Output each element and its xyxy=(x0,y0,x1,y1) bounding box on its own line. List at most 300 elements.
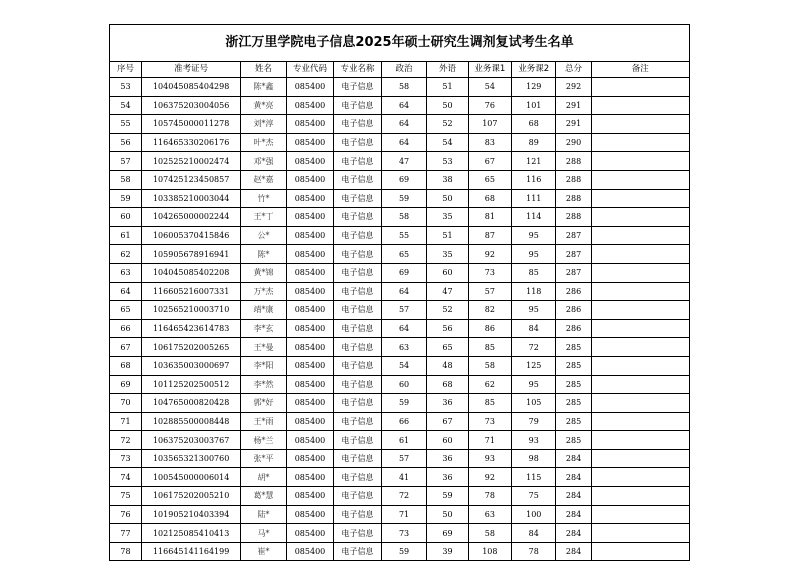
cell-major-code: 085400 xyxy=(286,189,334,208)
cell-total: 284 xyxy=(556,487,591,506)
cell-major-code: 085400 xyxy=(286,263,334,282)
cell-total: 284 xyxy=(556,542,591,561)
cell-remarks xyxy=(591,263,689,282)
table-row xyxy=(110,524,690,543)
cell-exam-id: 106375203004056 xyxy=(142,96,241,115)
cell-remarks xyxy=(591,505,689,524)
cell-name: 公* xyxy=(241,226,286,245)
cell-exam-id: 104265000002244 xyxy=(142,208,241,227)
cell-seq: 61 xyxy=(110,226,142,245)
cell-total: 284 xyxy=(556,468,591,487)
cell-major-name: 电子信息 xyxy=(334,115,382,134)
cell-foreign-language: 47 xyxy=(427,282,468,301)
cell-politics: 64 xyxy=(381,96,426,115)
cell-major-code: 085400 xyxy=(286,468,334,487)
cell-exam-id: 106005370415846 xyxy=(142,226,241,245)
cell-total: 292 xyxy=(556,78,591,97)
cell-course-2: 118 xyxy=(512,282,556,301)
cell-major-name: 电子信息 xyxy=(334,226,382,245)
cell-remarks xyxy=(591,542,689,561)
cell-foreign-language: 56 xyxy=(427,319,468,338)
cell-politics: 59 xyxy=(381,189,426,208)
cell-course-2: 129 xyxy=(512,78,556,97)
cell-exam-id: 102565210003710 xyxy=(142,301,241,320)
cell-remarks xyxy=(591,245,689,264)
column-header-name: 姓名 xyxy=(241,62,286,78)
cell-exam-id: 102125085410413 xyxy=(142,524,241,543)
cell-course-2: 89 xyxy=(512,133,556,152)
cell-foreign-language: 36 xyxy=(427,449,468,468)
cell-major-code: 085400 xyxy=(286,542,334,561)
cell-total: 284 xyxy=(556,505,591,524)
cell-politics: 64 xyxy=(381,282,426,301)
cell-politics: 41 xyxy=(381,468,426,487)
cell-course-2: 72 xyxy=(512,338,556,357)
cell-politics: 59 xyxy=(381,394,426,413)
table-row xyxy=(110,208,690,227)
column-header-total: 总分 xyxy=(556,62,591,78)
cell-course-2: 114 xyxy=(512,208,556,227)
cell-seq: 67 xyxy=(110,338,142,357)
cell-foreign-language: 36 xyxy=(427,394,468,413)
table-body xyxy=(110,78,690,561)
cell-seq: 76 xyxy=(110,505,142,524)
cell-seq: 69 xyxy=(110,375,142,394)
cell-course-2: 75 xyxy=(512,487,556,506)
cell-total: 291 xyxy=(556,115,591,134)
cell-major-name: 电子信息 xyxy=(334,78,382,97)
cell-remarks xyxy=(591,356,689,375)
cell-total: 286 xyxy=(556,319,591,338)
cell-remarks xyxy=(591,78,689,97)
cell-major-code: 085400 xyxy=(286,431,334,450)
cell-major-code: 085400 xyxy=(286,96,334,115)
cell-remarks xyxy=(591,133,689,152)
cell-course-2: 85 xyxy=(512,263,556,282)
cell-name: 李*阳 xyxy=(241,356,286,375)
cell-course-1: 71 xyxy=(468,431,511,450)
cell-major-code: 085400 xyxy=(286,375,334,394)
cell-exam-id: 104765000820428 xyxy=(142,394,241,413)
cell-course-2: 79 xyxy=(512,412,556,431)
cell-exam-id: 116465330206176 xyxy=(142,133,241,152)
table-row xyxy=(110,412,690,431)
cell-major-name: 电子信息 xyxy=(334,468,382,487)
cell-name: 张*平 xyxy=(241,449,286,468)
cell-major-name: 电子信息 xyxy=(334,375,382,394)
cell-foreign-language: 53 xyxy=(427,152,468,171)
cell-remarks xyxy=(591,115,689,134)
cell-major-name: 电子信息 xyxy=(334,96,382,115)
table-row xyxy=(110,487,690,506)
cell-politics: 66 xyxy=(381,412,426,431)
cell-politics: 64 xyxy=(381,133,426,152)
cell-total: 285 xyxy=(556,356,591,375)
table-row xyxy=(110,226,690,245)
cell-course-1: 108 xyxy=(468,542,511,561)
cell-name: 黄*锦 xyxy=(241,263,286,282)
cell-politics: 57 xyxy=(381,449,426,468)
cell-course-1: 81 xyxy=(468,208,511,227)
cell-course-1: 65 xyxy=(468,170,511,189)
table-row xyxy=(110,319,690,338)
table-row xyxy=(110,282,690,301)
cell-seq: 66 xyxy=(110,319,142,338)
cell-exam-id: 101905210403394 xyxy=(142,505,241,524)
cell-name: 赵*嘉 xyxy=(241,170,286,189)
cell-major-name: 电子信息 xyxy=(334,263,382,282)
cell-course-2: 101 xyxy=(512,96,556,115)
cell-course-1: 58 xyxy=(468,524,511,543)
cell-major-name: 电子信息 xyxy=(334,505,382,524)
cell-name: 叶*杰 xyxy=(241,133,286,152)
cell-politics: 65 xyxy=(381,245,426,264)
cell-major-code: 085400 xyxy=(286,319,334,338)
cell-exam-id: 116645141164199 xyxy=(142,542,241,561)
cell-total: 284 xyxy=(556,449,591,468)
cell-exam-id: 106175202005210 xyxy=(142,487,241,506)
cell-major-name: 电子信息 xyxy=(334,338,382,357)
cell-total: 285 xyxy=(556,375,591,394)
cell-seq: 71 xyxy=(110,412,142,431)
cell-exam-id: 107425123450857 xyxy=(142,170,241,189)
cell-total: 287 xyxy=(556,245,591,264)
column-header-major-name: 专业名称 xyxy=(334,62,382,78)
cell-name: 陆* xyxy=(241,505,286,524)
cell-major-code: 085400 xyxy=(286,524,334,543)
cell-name: 万*杰 xyxy=(241,282,286,301)
cell-course-1: 83 xyxy=(468,133,511,152)
cell-course-2: 121 xyxy=(512,152,556,171)
cell-major-code: 085400 xyxy=(286,301,334,320)
cell-major-code: 085400 xyxy=(286,505,334,524)
cell-total: 288 xyxy=(556,152,591,171)
cell-major-code: 085400 xyxy=(286,115,334,134)
cell-foreign-language: 68 xyxy=(427,375,468,394)
cell-seq: 56 xyxy=(110,133,142,152)
table-row xyxy=(110,301,690,320)
cell-total: 287 xyxy=(556,226,591,245)
cell-remarks xyxy=(591,524,689,543)
cell-course-2: 68 xyxy=(512,115,556,134)
cell-major-name: 电子信息 xyxy=(334,524,382,543)
cell-remarks xyxy=(591,282,689,301)
column-header-exam-id: 准考证号 xyxy=(142,62,241,78)
cell-seq: 62 xyxy=(110,245,142,264)
table-row xyxy=(110,96,690,115)
cell-major-code: 085400 xyxy=(286,152,334,171)
cell-major-name: 电子信息 xyxy=(334,170,382,189)
cell-major-name: 电子信息 xyxy=(334,394,382,413)
cell-total: 287 xyxy=(556,263,591,282)
cell-major-code: 085400 xyxy=(286,282,334,301)
cell-remarks xyxy=(591,152,689,171)
cell-major-name: 电子信息 xyxy=(334,412,382,431)
cell-course-1: 73 xyxy=(468,412,511,431)
cell-seq: 55 xyxy=(110,115,142,134)
cell-foreign-language: 50 xyxy=(427,96,468,115)
cell-course-2: 84 xyxy=(512,319,556,338)
cell-exam-id: 103635003000697 xyxy=(142,356,241,375)
cell-remarks xyxy=(591,412,689,431)
cell-course-1: 92 xyxy=(468,468,511,487)
table-row xyxy=(110,245,690,264)
cell-politics: 55 xyxy=(381,226,426,245)
cell-exam-id: 104045085402208 xyxy=(142,263,241,282)
cell-seq: 64 xyxy=(110,282,142,301)
cell-total: 285 xyxy=(556,431,591,450)
cell-course-1: 82 xyxy=(468,301,511,320)
column-header-course-1: 业务课1 xyxy=(468,62,511,78)
roster-sheet xyxy=(109,24,690,561)
cell-name: 王*雨 xyxy=(241,412,286,431)
cell-name: 王*丁 xyxy=(241,208,286,227)
table-row xyxy=(110,505,690,524)
table-header-row xyxy=(110,62,690,78)
cell-name: 靖*康 xyxy=(241,301,286,320)
cell-name: 葛*慧 xyxy=(241,487,286,506)
cell-course-2: 95 xyxy=(512,245,556,264)
cell-foreign-language: 54 xyxy=(427,133,468,152)
cell-exam-id: 103385210003044 xyxy=(142,189,241,208)
cell-foreign-language: 51 xyxy=(427,78,468,97)
cell-course-2: 93 xyxy=(512,431,556,450)
cell-course-2: 98 xyxy=(512,449,556,468)
cell-seq: 59 xyxy=(110,189,142,208)
cell-foreign-language: 38 xyxy=(427,170,468,189)
cell-name: 陈*鑫 xyxy=(241,78,286,97)
cell-remarks xyxy=(591,96,689,115)
table-row xyxy=(110,356,690,375)
cell-course-2: 115 xyxy=(512,468,556,487)
cell-major-name: 电子信息 xyxy=(334,152,382,171)
cell-exam-id: 105745000011278 xyxy=(142,115,241,134)
cell-total: 285 xyxy=(556,338,591,357)
cell-course-2: 95 xyxy=(512,226,556,245)
cell-foreign-language: 60 xyxy=(427,431,468,450)
cell-politics: 63 xyxy=(381,338,426,357)
cell-seq: 63 xyxy=(110,263,142,282)
cell-course-2: 95 xyxy=(512,375,556,394)
cell-seq: 60 xyxy=(110,208,142,227)
cell-course-1: 68 xyxy=(468,189,511,208)
cell-major-name: 电子信息 xyxy=(334,245,382,264)
cell-course-1: 86 xyxy=(468,319,511,338)
column-header-remarks: 备注 xyxy=(591,62,689,78)
cell-politics: 69 xyxy=(381,263,426,282)
cell-total: 286 xyxy=(556,301,591,320)
cell-remarks xyxy=(591,338,689,357)
cell-seq: 53 xyxy=(110,78,142,97)
table-row xyxy=(110,152,690,171)
cell-foreign-language: 59 xyxy=(427,487,468,506)
cell-course-1: 87 xyxy=(468,226,511,245)
cell-foreign-language: 67 xyxy=(427,412,468,431)
cell-major-code: 085400 xyxy=(286,338,334,357)
cell-course-2: 125 xyxy=(512,356,556,375)
cell-seq: 73 xyxy=(110,449,142,468)
cell-name: 竹* xyxy=(241,189,286,208)
cell-foreign-language: 50 xyxy=(427,505,468,524)
cell-name: 胡* xyxy=(241,468,286,487)
cell-remarks xyxy=(591,189,689,208)
cell-foreign-language: 52 xyxy=(427,301,468,320)
cell-name: 邓*强 xyxy=(241,152,286,171)
cell-exam-id: 105905678916941 xyxy=(142,245,241,264)
cell-major-code: 085400 xyxy=(286,226,334,245)
table-row xyxy=(110,375,690,394)
cell-seq: 70 xyxy=(110,394,142,413)
cell-major-name: 电子信息 xyxy=(334,282,382,301)
cell-total: 285 xyxy=(556,412,591,431)
cell-foreign-language: 60 xyxy=(427,263,468,282)
cell-course-2: 100 xyxy=(512,505,556,524)
cell-exam-id: 101125202500512 xyxy=(142,375,241,394)
cell-course-1: 62 xyxy=(468,375,511,394)
cell-total: 290 xyxy=(556,133,591,152)
cell-foreign-language: 51 xyxy=(427,226,468,245)
cell-course-1: 73 xyxy=(468,263,511,282)
cell-major-name: 电子信息 xyxy=(334,208,382,227)
cell-foreign-language: 48 xyxy=(427,356,468,375)
cell-foreign-language: 35 xyxy=(427,208,468,227)
cell-seq: 78 xyxy=(110,542,142,561)
cell-politics: 59 xyxy=(381,542,426,561)
cell-remarks xyxy=(591,431,689,450)
cell-course-1: 85 xyxy=(468,338,511,357)
cell-name: 陈* xyxy=(241,245,286,264)
cell-exam-id: 106375203003767 xyxy=(142,431,241,450)
cell-major-code: 085400 xyxy=(286,487,334,506)
cell-politics: 61 xyxy=(381,431,426,450)
cell-seq: 58 xyxy=(110,170,142,189)
cell-course-1: 67 xyxy=(468,152,511,171)
cell-name: 李*玄 xyxy=(241,319,286,338)
cell-course-1: 57 xyxy=(468,282,511,301)
cell-exam-id: 102885500008448 xyxy=(142,412,241,431)
cell-course-1: 92 xyxy=(468,245,511,264)
cell-exam-id: 116605216007331 xyxy=(142,282,241,301)
cell-name: 黄*亮 xyxy=(241,96,286,115)
table-row xyxy=(110,449,690,468)
cell-foreign-language: 52 xyxy=(427,115,468,134)
cell-exam-id: 104045085404298 xyxy=(142,78,241,97)
cell-total: 291 xyxy=(556,96,591,115)
cell-seq: 65 xyxy=(110,301,142,320)
cell-major-code: 085400 xyxy=(286,412,334,431)
cell-course-2: 95 xyxy=(512,301,556,320)
cell-course-2: 116 xyxy=(512,170,556,189)
cell-course-1: 76 xyxy=(468,96,511,115)
cell-exam-id: 116465423614783 xyxy=(142,319,241,338)
cell-politics: 57 xyxy=(381,301,426,320)
cell-seq: 77 xyxy=(110,524,142,543)
cell-politics: 73 xyxy=(381,524,426,543)
cell-name: 王*曼 xyxy=(241,338,286,357)
cell-major-name: 电子信息 xyxy=(334,189,382,208)
cell-seq: 75 xyxy=(110,487,142,506)
table-row xyxy=(110,542,690,561)
table-row xyxy=(110,468,690,487)
table-row xyxy=(110,170,690,189)
table-row xyxy=(110,189,690,208)
cell-name: 李*然 xyxy=(241,375,286,394)
cell-remarks xyxy=(591,468,689,487)
cell-politics: 58 xyxy=(381,208,426,227)
cell-major-name: 电子信息 xyxy=(334,431,382,450)
cell-course-2: 111 xyxy=(512,189,556,208)
cell-major-code: 085400 xyxy=(286,356,334,375)
cell-course-1: 107 xyxy=(468,115,511,134)
cell-major-name: 电子信息 xyxy=(334,487,382,506)
table-row xyxy=(110,115,690,134)
table-row xyxy=(110,338,690,357)
cell-remarks xyxy=(591,208,689,227)
candidate-table xyxy=(109,24,690,561)
table-row xyxy=(110,78,690,97)
cell-major-name: 电子信息 xyxy=(334,356,382,375)
cell-major-code: 085400 xyxy=(286,170,334,189)
cell-foreign-language: 69 xyxy=(427,524,468,543)
cell-politics: 64 xyxy=(381,319,426,338)
cell-politics: 69 xyxy=(381,170,426,189)
cell-politics: 64 xyxy=(381,115,426,134)
cell-major-code: 085400 xyxy=(286,394,334,413)
cell-foreign-language: 36 xyxy=(427,468,468,487)
cell-politics: 58 xyxy=(381,78,426,97)
cell-course-1: 93 xyxy=(468,449,511,468)
cell-name: 崔* xyxy=(241,542,286,561)
cell-politics: 60 xyxy=(381,375,426,394)
cell-major-name: 电子信息 xyxy=(334,449,382,468)
cell-course-1: 85 xyxy=(468,394,511,413)
cell-course-2: 84 xyxy=(512,524,556,543)
cell-total: 284 xyxy=(556,524,591,543)
cell-total: 285 xyxy=(556,394,591,413)
cell-course-1: 78 xyxy=(468,487,511,506)
cell-politics: 72 xyxy=(381,487,426,506)
cell-seq: 57 xyxy=(110,152,142,171)
cell-foreign-language: 39 xyxy=(427,542,468,561)
column-header-politics: 政治 xyxy=(381,62,426,78)
cell-course-1: 54 xyxy=(468,78,511,97)
table-row xyxy=(110,431,690,450)
cell-foreign-language: 35 xyxy=(427,245,468,264)
cell-remarks xyxy=(591,170,689,189)
cell-major-code: 085400 xyxy=(286,78,334,97)
cell-remarks xyxy=(591,449,689,468)
cell-major-name: 电子信息 xyxy=(334,542,382,561)
column-header-seq: 序号 xyxy=(110,62,142,78)
cell-total: 288 xyxy=(556,189,591,208)
cell-exam-id: 103565321300760 xyxy=(142,449,241,468)
cell-remarks xyxy=(591,487,689,506)
cell-major-code: 085400 xyxy=(286,449,334,468)
table-row xyxy=(110,394,690,413)
cell-foreign-language: 50 xyxy=(427,189,468,208)
cell-politics: 54 xyxy=(381,356,426,375)
cell-major-code: 085400 xyxy=(286,208,334,227)
cell-name: 刘*淳 xyxy=(241,115,286,134)
cell-remarks xyxy=(591,226,689,245)
cell-major-code: 085400 xyxy=(286,245,334,264)
cell-name: 郭*好 xyxy=(241,394,286,413)
column-header-foreign-language: 外语 xyxy=(427,62,468,78)
cell-major-name: 电子信息 xyxy=(334,319,382,338)
cell-course-2: 78 xyxy=(512,542,556,561)
column-header-course-2: 业务课2 xyxy=(512,62,556,78)
cell-total: 286 xyxy=(556,282,591,301)
